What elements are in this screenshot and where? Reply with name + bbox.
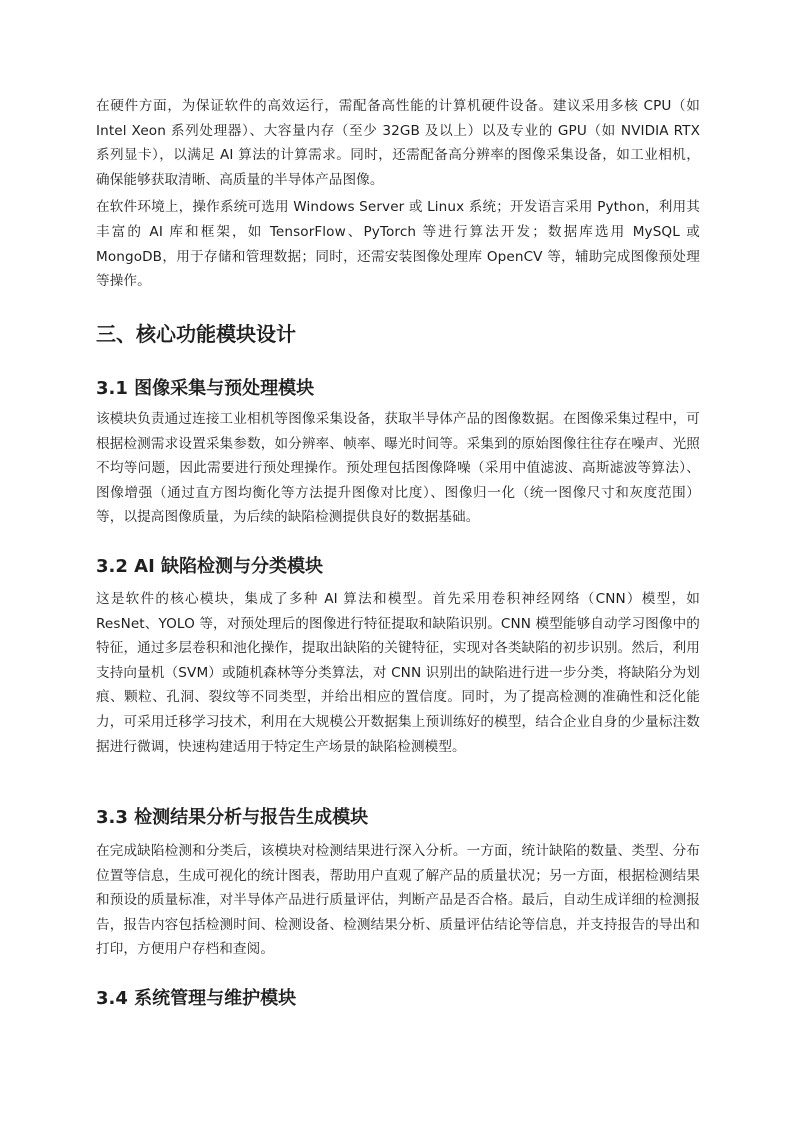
section-3-3-body	[96, 839, 700, 965]
hardware-paragraph-block	[96, 94, 700, 297]
section-3-3-heading: 3.3 检测结果分析与报告生成模块	[96, 807, 369, 828]
section-3-4-heading: 3.4 系统管理与维护模块	[96, 988, 297, 1009]
section-3-1-heading: 3.1 图像采集与预处理模块	[96, 378, 315, 399]
software-paragraph: 在软件环境上，操作系统可选用 Windows Server 或 Linux 系统；开发语言采用 Python，利用其丰富的 AI 库和框架，如 TensorFlow、PyTorch 等进行算法开发；数据库选用 MySQL 或 MongoDB，用于存储和管理数据；同时，还需安装图像处理库 OpenCV 等，辅助完成图像预处理等操作。	[96, 199, 700, 290]
section-3-heading: 三、核心功能模块设计	[96, 322, 296, 346]
hardware-paragraph: 在硬件方面，为保证软件的高效运行，需配备高性能的计算机硬件设备。建议采用多核 CPU（如 Intel Xeon 系列处理器）、大容量内存（至少 32GB 及以上）以及专业的 GPU（如 NVIDIA RTX 系列显卡），以满足 AI 算法的计算需求。同时，还需配备高分辨率的图像采集设备，如工业相机，确保能够获取清晰、高质量的半导体产品图像。	[96, 98, 700, 188]
section-3-2-body	[96, 587, 700, 762]
section-3-1-body	[96, 407, 700, 533]
section-3-1-paragraph: 该模块负责通过连接工业相机等图像采集设备，获取半导体产品的图像数据。在图像采集过程中，可根据检测需求设置采集参数，如分辨率、帧率、曝光时间等。采集到的原始图像往往存在噪声、光照不均等问题，因此需要进行预处理操作。预处理包括图像降噪（采用中值滤波、高斯滤波等算法）、图像增强（通过直方图均衡化等方法提升图像对比度）、图像归一化（统一图像尺寸和灰度范围）等，以提高图像质量，为后续的缺陷检测提供良好的数据基础。	[96, 411, 700, 526]
section-3-2-heading: 3.2 AI 缺陷检测与分类模块	[96, 556, 324, 577]
section-3-2-paragraph: 这是软件的核心模块，集成了多种 AI 算法和模型。首先采用卷积神经网络（CNN）模型，如 ResNet、YOLO 等，对预处理后的图像进行特征提取和缺陷识别。CNN 模型能够自动学习图像中的特征，通过多层卷积和池化操作，提取出缺陷的关键特征，实现对各类缺陷的初步识别。然后，利用支持向量机（SVM）或随机森林等分类算法，对 CNN 识别出的缺陷进行进一步分类，将缺陷分为划痕、颗粒、孔洞、裂纹等不同类型，并给出相应的置信度。同时，为了提高检测的准确性和泛化能力，可采用迁移学习技术，利用在大规模公开数据集上预训练好的模型，结合企业自身的少量标注数据进行微调，快速构建适用于特定生产场景的缺陷检测模型。	[96, 591, 700, 755]
section-3-3-paragraph: 在完成缺陷检测和分类后，该模块对检测结果进行深入分析。一方面，统计缺陷的数量、类型、分布位置等信息，生成可视化的统计图表，帮助用户直观了解产品的质量状况；另一方面，根据检测结果和预设的质量标准，对半导体产品进行质量评估，判断产品是否合格。最后，自动生成详细的检测报告，报告内容包括检测时间、检测设备、检测结果分析、质量评估结论等信息，并支持报告的导出和打印，方便用户存档和查阅。	[96, 843, 700, 958]
